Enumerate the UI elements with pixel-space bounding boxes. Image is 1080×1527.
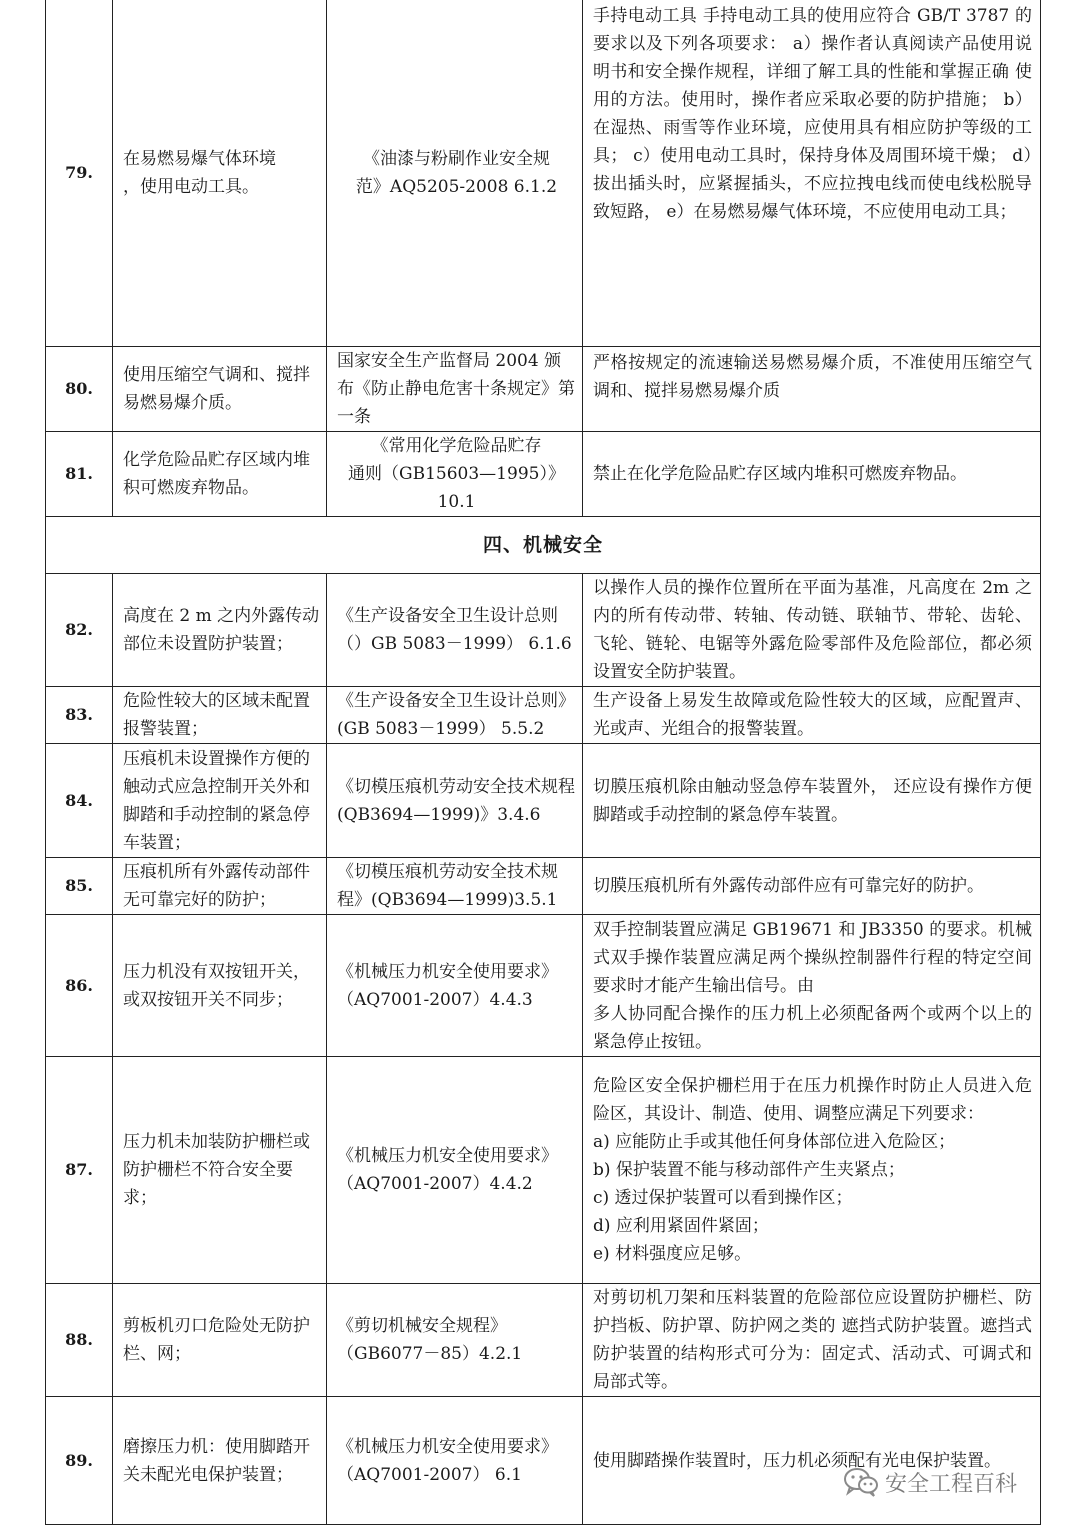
requirement-text: 切膜压痕机所有外露传动部件应有可靠完好的防护。	[583, 858, 1041, 915]
regulation-basis: 《机械压力机安全使用要求》（AQ7001-2007）4.4.3	[327, 915, 583, 1057]
table-row	[46, 858, 1041, 915]
hazard-item: 使用压缩空气调和、搅拌易燃易爆介质。	[113, 347, 327, 432]
regulation-basis: 《机械压力机安全使用要求》（AQ7001-2007）4.4.2	[327, 1057, 583, 1284]
regulation-basis: 《剪切机械安全规程》（GB6077－85）4.2.1	[327, 1284, 583, 1397]
row-number: 80.	[46, 347, 113, 432]
table-row	[46, 347, 1041, 432]
row-number: 84.	[46, 744, 113, 858]
table-row	[46, 1397, 1041, 1525]
regulation-table	[45, 0, 1041, 1525]
row-number: 87.	[46, 1057, 113, 1284]
regulation-basis: 《油漆与粉刷作业安全规 范》AQ5205-2008 6.1.2	[327, 0, 583, 347]
row-number: 79.	[46, 0, 113, 347]
row-number: 88.	[46, 1284, 113, 1397]
regulation-basis: 《切模压痕机劳动安全技术规程》(QB3694—1999)3.5.1	[327, 858, 583, 915]
table-row	[46, 1284, 1041, 1397]
hazard-item: 压痕机所有外露传动部件无可靠完好的防护；	[113, 858, 327, 915]
requirement-text: 手持电动工具 手持电动工具的使用应符合 GB/T 3787 的要求以及下列各项要求： a）操作者认真阅读产品使用说明书和安全操作规程，详细了解工具的性能和掌握正确 使用的方法。使用时，操作者应采取必要的防护措施； b）在湿热、雨雪等作业环境，应使用具有相应防护等级的工具； c）使用电动工具时，保持身体及周围环境干燥； d）拔出插头时，应紧握插头，不应拉拽电线而使电线松脱导致短路， e）在易燃易爆气体环境，不应使用电动工具；	[583, 0, 1041, 347]
watermark	[843, 1462, 1017, 1502]
hazard-item: 压力机未加装防护栅栏或防护栅栏不符合安全要求；	[113, 1057, 327, 1284]
hazard-item: 在易燃易爆气体环境 ，使用电动工具。	[113, 0, 327, 347]
wechat-icon	[843, 1467, 879, 1497]
regulation-basis: 《生产设备安全卫生设计总则》(GB 5083－1999） 5.5.2	[327, 687, 583, 744]
hazard-item: 磨擦压力机：使用脚踏开关未配光电保护装置；	[113, 1397, 327, 1525]
table-row	[46, 744, 1041, 858]
row-number: 82.	[46, 574, 113, 687]
section-row	[46, 517, 1041, 574]
row-number: 89.	[46, 1397, 113, 1525]
row-number: 85.	[46, 858, 113, 915]
hazard-item: 压力机没有双按钮开关，或双按钮开关不同步；	[113, 915, 327, 1057]
requirement-text: 危险区安全保护栅栏用于在压力机操作时防止人员进入危险区，其设计、制造、使用、调整应满足下列要求： a) 应能防止手或其他任何身体部位进入危险区； b) 保护装置不能与移动部件产生夹紧点； c) 透过保护装置可以看到操作区； d) 应利用紧固件紧固； e) 材料强度应足够。	[583, 1057, 1041, 1284]
regulation-basis: 国家安全生产监督局 2004 颁布《防止静电危害十条规定》第一条	[327, 347, 583, 432]
regulation-basis: 《生产设备安全卫生设计总则（）GB 5083－1999） 6.1.6	[327, 574, 583, 687]
hazard-item: 压痕机未设置操作方便的触动式应急控制开关外和脚踏和手动控制的紧急停车装置；	[113, 744, 327, 858]
regulation-basis: 《切模压痕机劳动安全技术规程(QB3694—1999)》3.4.6	[327, 744, 583, 858]
table-row	[46, 1057, 1041, 1284]
requirement-text: 对剪切机刀架和压料装置的危险部位应设置防护栅栏、防护挡板、防护罩、防护网之类的 遮挡式防护装置。遮挡式防护装置的结构形式可分为：固定式、活动式、可调式和局部式等。	[583, 1284, 1041, 1397]
hazard-item: 剪板机刃口危险处无防护栏、网；	[113, 1284, 327, 1397]
requirement-text: 禁止在化学危险品贮存区域内堆积可燃废弃物品。	[583, 432, 1041, 517]
table-row	[46, 687, 1041, 744]
row-number: 81.	[46, 432, 113, 517]
row-number: 83.	[46, 687, 113, 744]
hazard-item: 高度在 2 m 之内外露传动部位未设置防护装置；	[113, 574, 327, 687]
hazard-item: 危险性较大的区域未配置报警装置；	[113, 687, 327, 744]
requirement-text: 生产设备上易发生故障或危险性较大的区域，应配置声、光或声、光组合的报警装置。	[583, 687, 1041, 744]
table-row	[46, 0, 1041, 347]
regulation-basis: 《机械压力机安全使用要求》（AQ7001-2007） 6.1	[327, 1397, 583, 1525]
requirement-text: 严格按规定的流速输送易燃易爆介质，不准使用压缩空气调和、搅拌易燃易爆介质	[583, 347, 1041, 432]
table-row	[46, 432, 1041, 517]
regulation-basis: 《常用化学危险品贮存 通则（GB15603—1995）》10.1	[327, 432, 583, 517]
requirement-text: 以操作人员的操作位置所在平面为基准，凡高度在 2m 之内的所有传动带、转轴、传动链、联轴节、带轮、齿轮、飞轮、链轮、电锯等外露危险零部件及危险部位，都必须设置安全防护装置。	[583, 574, 1041, 687]
watermark-text: 安全工程百科	[885, 1471, 1018, 1497]
section-heading: 四、机械安全	[46, 517, 1041, 574]
requirement-text: 切膜压痕机除由触动竖急停车装置外， 还应设有操作方便脚踏或手动控制的紧急停车装置。	[583, 744, 1041, 858]
requirement-text: 使用脚踏操作装置时，压力机必须配有光电保护装置。	[583, 1397, 1041, 1525]
table-row	[46, 574, 1041, 687]
hazard-item: 化学危险品贮存区域内堆积可燃废弃物品。	[113, 432, 327, 517]
row-number: 86.	[46, 915, 113, 1057]
requirement-text: 双手控制装置应满足 GB19671 和 JB3350 的要求。机械式双手操作装置应满足两个操纵控制器件行程的特定空间要求时才能产生输出信号。由 多人协同配合操作的压力机上必须配备两个或两个以上的紧急停止按钮。	[583, 915, 1041, 1057]
table-row	[46, 915, 1041, 1057]
